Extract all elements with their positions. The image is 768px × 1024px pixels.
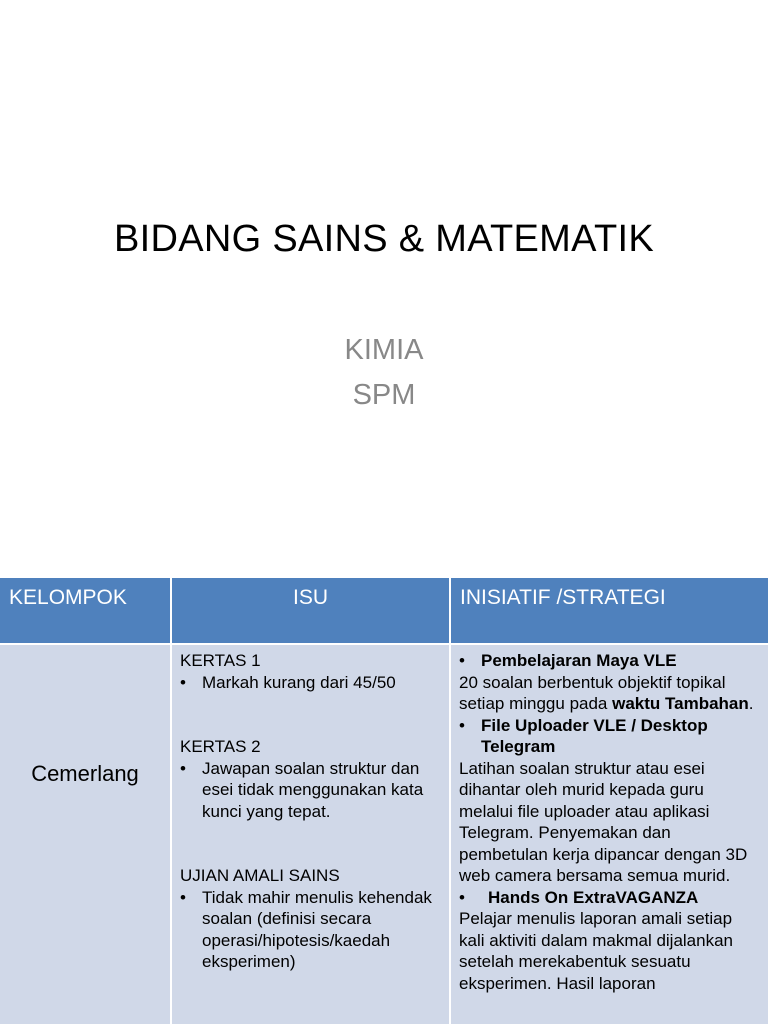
kertas2-heading: KERTAS 2 <box>180 737 261 756</box>
bullet-icon: • <box>180 672 186 692</box>
bullet-icon: • <box>180 887 186 907</box>
strategy-item-handson <box>459 887 760 909</box>
amali-bullet-item <box>180 887 441 973</box>
strategy-uploader-title: File Uploader VLE / Desktop Telegram <box>481 715 708 756</box>
kertas1-bullet-item <box>180 672 441 694</box>
strategy-table <box>0 578 768 1024</box>
header-strategi: INISIATIF /STRATEGI <box>450 578 768 644</box>
kertas1-heading: KERTAS 1 <box>180 651 261 670</box>
bullet-icon: • <box>459 651 465 670</box>
cell-isu <box>171 644 450 1024</box>
amali-bullet-text: Tidak mahir menulis kehendak soalan (definisi secara operasi/hipotesis/kaedah eksperimen) <box>202 887 432 971</box>
bullet-icon: • <box>459 715 465 735</box>
strategy-item-vle <box>459 650 760 672</box>
strategy-vle-text-bold: waktu Tambahan <box>612 694 749 713</box>
amali-heading: UJIAN AMALI SAINS <box>180 866 340 885</box>
bullet-icon: • <box>180 758 186 778</box>
strategy-vle-text <box>459 672 760 715</box>
subtitle-exam: SPM <box>352 379 416 411</box>
bullet-icon: • <box>459 887 465 907</box>
strategy-vle-text-a: 20 soalan berbentuk objektif topikal setiap minggu pada <box>459 672 726 713</box>
strategy-vle-title: Pembelajaran Maya VLE <box>481 651 677 670</box>
slide-title: BIDANG SAINS & MATEMATIK <box>114 218 654 260</box>
strategy-uploader-text: Latihan soalan struktur atau esei dihantar oleh murid kepada guru melalui file uploader atau aplikasi Telegram. Penyemakan dan pembetulan kerja dipancar dengan 3D web camera bersama semua murid. <box>459 758 748 885</box>
kertas1-bullet-text: Markah kurang dari 45/50 <box>202 672 396 692</box>
table-row <box>0 644 768 1024</box>
header-kelompok: KELOMPOK <box>0 578 171 644</box>
table-header-row <box>0 578 768 644</box>
strategy-handson-title: Hands On ExtraVAGANZA <box>488 887 699 907</box>
strategy-handson-text: Pelajar menulis laporan amali setiap kali aktiviti dalam makmal dijalankan setelah merekabentuk sesuatu eksperimen. Hasil laporan <box>459 909 734 993</box>
strategy-item-uploader <box>459 715 760 758</box>
header-isu: ISU <box>171 578 450 644</box>
kertas2-bullet-item <box>180 758 441 823</box>
kertas2-bullet-text: Jawapan soalan struktur dan esei tidak menggunakan kata kunci yang tepat. <box>202 758 424 821</box>
strategy-vle-text-b: . <box>748 694 754 713</box>
subtitle-subject: KIMIA <box>344 334 424 366</box>
cell-strategi <box>450 644 768 1024</box>
cell-kelompok: Cemerlang <box>0 644 171 1024</box>
